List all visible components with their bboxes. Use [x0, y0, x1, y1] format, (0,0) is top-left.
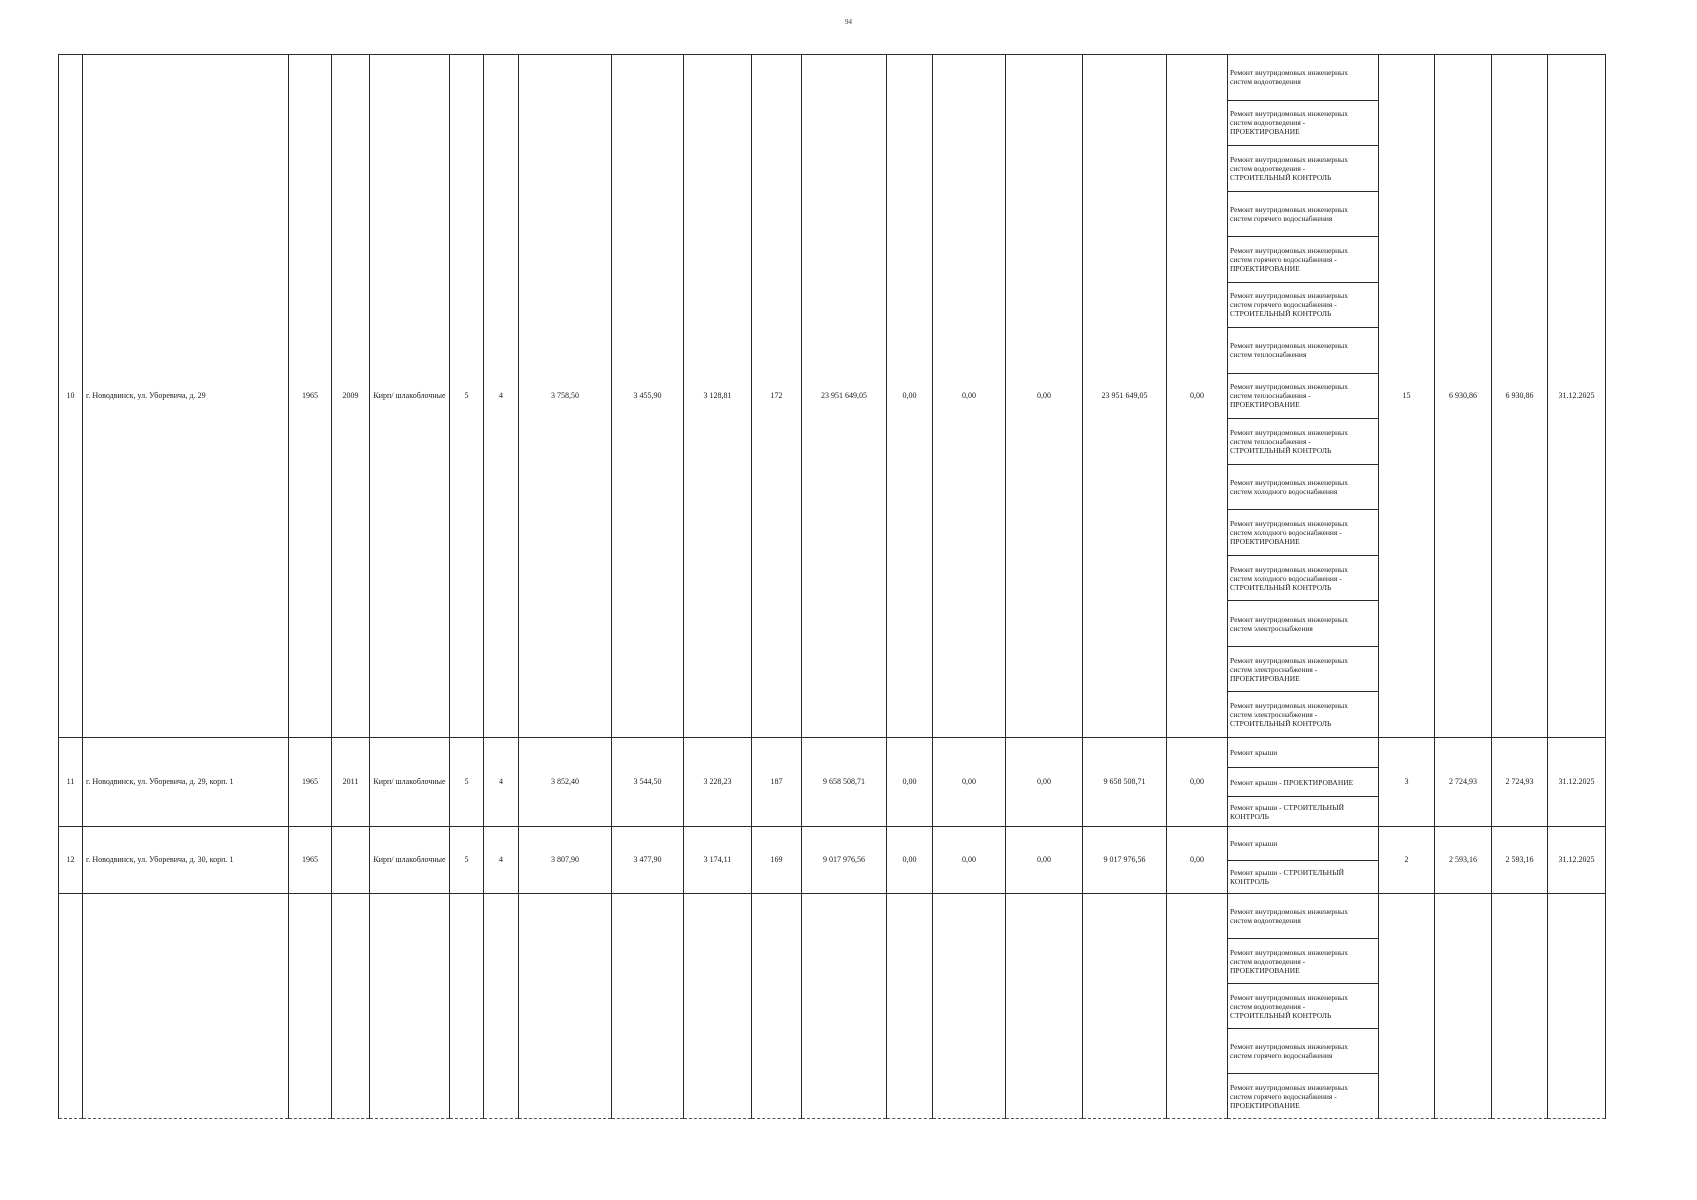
cell-residents — [752, 894, 802, 1119]
cell-works-count: 2 — [1379, 827, 1435, 894]
cell-floors: 5 — [450, 738, 484, 827]
cell-cost-owners: 23 951 649,05 — [1083, 55, 1167, 738]
cell-area-residential: 3 128,81 — [684, 55, 752, 738]
cell-area-total: 3 852,40 — [519, 738, 612, 827]
cell-num — [59, 894, 83, 1119]
work-item-line: систем водоотведения — [1230, 77, 1301, 87]
work-item-line: Ремонт крыши - СТРОИТЕЛЬНЫЙ — [1230, 802, 1345, 812]
page-number: 94 — [845, 18, 852, 26]
work-item-line: систем теплоснабжения - — [1230, 437, 1311, 447]
work-item-line: СТРОИТЕЛЬНЫЙ КОНТРОЛЬ — [1230, 582, 1332, 592]
cell-works — [1228, 827, 1379, 894]
work-item — [1228, 647, 1378, 693]
cell-cost-region: 0,00 — [933, 55, 1006, 738]
work-item — [1228, 601, 1378, 647]
cell-entrances: 4 — [484, 55, 519, 738]
cell-cost-other: 0,00 — [1167, 55, 1228, 738]
cell-unit-cost: 2 593,16 — [1435, 827, 1492, 894]
cell-address — [83, 894, 289, 1119]
cell-entrances: 4 — [484, 827, 519, 894]
work-item-line: систем электроснабжения - — [1230, 710, 1318, 720]
cell-max-cost: 2 724,93 — [1492, 738, 1548, 827]
work-item-line: систем теплоснабжения - — [1230, 391, 1311, 401]
work-item — [1228, 419, 1378, 465]
cell-max-cost: 2 593,16 — [1492, 827, 1548, 894]
work-item-line: Ремонт внутридомовых инженерных — [1230, 68, 1348, 78]
cell-area-total: 3 807,90 — [519, 827, 612, 894]
cell-unit-cost: 2 724,93 — [1435, 738, 1492, 827]
cell-year-built: 1965 — [289, 55, 332, 738]
cell-cost-fund: 0,00 — [887, 827, 933, 894]
work-item-line: систем горячего водоснабжения - — [1230, 254, 1337, 264]
cell-area-residential: 3 174,11 — [684, 827, 752, 894]
cell-cost-municipal: 0,00 — [1006, 827, 1083, 894]
cell-deadline — [1548, 894, 1606, 1119]
work-item-line: систем холодного водоснабжения - — [1230, 573, 1342, 583]
cell-year-repair: 2011 — [332, 738, 370, 827]
cell-cost-total: 9 658 508,71 — [802, 738, 887, 827]
cell-year-built: 1965 — [289, 738, 332, 827]
cell-cost-owners: 9 658 508,71 — [1083, 738, 1167, 827]
work-item-line: Ремонт внутридомовых инженерных — [1230, 109, 1348, 119]
cell-year-repair: 2009 — [332, 55, 370, 738]
work-item-line: Ремонт внутридомовых инженерных — [1230, 655, 1348, 665]
work-item-line: КОНТРОЛЬ — [1230, 811, 1269, 821]
work-item-line: систем холодного водоснабжения — [1230, 487, 1338, 497]
cell-year-built: 1965 — [289, 827, 332, 894]
cell-residents: 172 — [752, 55, 802, 738]
work-item-line: систем электроснабжения - — [1230, 664, 1318, 674]
work-item-line: систем водоотведения - — [1230, 163, 1306, 173]
work-item — [1228, 797, 1378, 826]
work-item-line: КОНТРОЛЬ — [1230, 876, 1269, 886]
cell-area-total — [519, 894, 612, 1119]
work-item-line: Ремонт внутридомовых инженерных — [1230, 478, 1348, 488]
work-item-line: систем горячего водоснабжения — [1230, 1051, 1333, 1060]
table-row — [59, 55, 1606, 738]
work-item-line: систем электроснабжения — [1230, 623, 1313, 633]
cell-cost-municipal: 0,00 — [1006, 738, 1083, 827]
cell-cost-other: 0,00 — [1167, 827, 1228, 894]
work-item — [1228, 738, 1378, 768]
work-item-line: ПРОЕКТИРОВАНИЕ — [1230, 673, 1300, 683]
work-item-line: систем водоотведения - — [1230, 118, 1306, 128]
cell-works-count: 3 — [1379, 738, 1435, 827]
cell-area-residential: 3 228,23 — [684, 738, 752, 827]
cell-cost-region: 0,00 — [933, 738, 1006, 827]
work-item-line: Ремонт внутридомовых инженерных — [1230, 382, 1348, 392]
cell-material: Кирп/ шлакоблочные — [370, 827, 450, 894]
cell-cost-fund — [887, 894, 933, 1119]
cell-area-living: 3 455,90 — [612, 55, 684, 738]
work-item-line: СТРОИТЕЛЬНЫЙ КОНТРОЛЬ — [1230, 446, 1332, 456]
cell-unit-cost — [1435, 894, 1492, 1119]
cell-entrances: 4 — [484, 738, 519, 827]
work-item-line: ПРОЕКТИРОВАНИЕ — [1230, 400, 1300, 410]
work-item — [1228, 55, 1378, 101]
cell-num: 12 — [59, 827, 83, 894]
cell-cost-municipal: 0,00 — [1006, 55, 1083, 738]
cell-cost-total — [802, 894, 887, 1119]
cell-works-count — [1379, 894, 1435, 1119]
work-item — [1228, 237, 1378, 283]
cell-cost-fund: 0,00 — [887, 55, 933, 738]
work-item-line: систем водоотведения — [1230, 916, 1301, 925]
cell-material — [370, 894, 450, 1119]
work-item-line: систем водоотведения - — [1230, 1001, 1306, 1011]
table-row — [59, 738, 1606, 827]
work-item-line: Ремонт внутридомовых инженерных — [1230, 907, 1348, 916]
work-item-line: Ремонт внутридомовых инженерных — [1230, 428, 1348, 438]
work-item-line: Ремонт внутридомовых инженерных — [1230, 1042, 1348, 1051]
cell-num: 11 — [59, 738, 83, 827]
work-item-line: Ремонт внутридомовых инженерных — [1230, 341, 1348, 351]
work-item — [1228, 556, 1378, 602]
work-item-line: Ремонт внутридомовых инженерных — [1230, 947, 1348, 957]
work-item-line: Ремонт внутридомовых инженерных — [1230, 992, 1348, 1002]
work-item-line: Ремонт внутридомовых инженерных — [1230, 1082, 1348, 1092]
work-item — [1228, 192, 1378, 238]
work-item-line: СТРОИТЕЛЬНЫЙ КОНТРОЛЬ — [1230, 172, 1332, 182]
cell-cost-owners: 9 017 976,56 — [1083, 827, 1167, 894]
cell-floors — [450, 894, 484, 1119]
work-item-line: Ремонт крыши - СТРОИТЕЛЬНЫЙ — [1230, 867, 1345, 877]
cell-cost-fund: 0,00 — [887, 738, 933, 827]
cell-floors: 5 — [450, 55, 484, 738]
cell-year-built — [289, 894, 332, 1119]
work-item — [1228, 328, 1378, 374]
cell-area-living: 3 477,90 — [612, 827, 684, 894]
work-item — [1228, 510, 1378, 556]
cell-material: Кирп/ шлакоблочные — [370, 55, 450, 738]
cell-cost-total: 9 017 976,56 — [802, 827, 887, 894]
cell-deadline: 31.12.2025 — [1548, 55, 1606, 738]
cell-year-repair — [332, 894, 370, 1119]
work-item-line: систем теплоснабжения — [1230, 350, 1307, 360]
cell-area-living: 3 544,50 — [612, 738, 684, 827]
work-item-line: Ремонт внутридомовых инженерных — [1230, 154, 1348, 164]
work-item — [1228, 692, 1378, 737]
cell-cost-total: 23 951 649,05 — [802, 55, 887, 738]
table-row — [59, 827, 1606, 894]
cell-deadline: 31.12.2025 — [1548, 827, 1606, 894]
work-item-line: Ремонт крыши — [1230, 747, 1278, 757]
cell-max-cost — [1492, 894, 1548, 1119]
work-item-line: систем водоотведения - — [1230, 956, 1306, 966]
cell-num: 10 — [59, 55, 83, 738]
work-item-line: СТРОИТЕЛЬНЫЙ КОНТРОЛЬ — [1230, 309, 1332, 319]
work-item-line: ПРОЕКТИРОВАНИЕ — [1230, 263, 1300, 273]
work-item-line: Ремонт внутридомовых инженерных — [1230, 245, 1348, 255]
work-item-line: Ремонт внутридомовых инженерных — [1230, 564, 1348, 574]
work-item-line: ПРОЕКТИРОВАНИЕ — [1230, 127, 1300, 137]
cell-works — [1228, 894, 1379, 1119]
cell-floors: 5 — [450, 827, 484, 894]
work-item-line: систем горячего водоснабжения - — [1230, 300, 1337, 310]
work-item-line: Ремонт внутридомовых инженерных — [1230, 519, 1348, 529]
cell-deadline: 31.12.2025 — [1548, 738, 1606, 827]
work-item-line: СТРОИТЕЛЬНЫЙ КОНТРОЛЬ — [1230, 719, 1332, 729]
cell-cost-other — [1167, 894, 1228, 1119]
capital-repair-table — [58, 54, 1606, 1119]
work-item — [1228, 374, 1378, 420]
cell-cost-owners — [1083, 894, 1167, 1119]
table-row — [59, 894, 1606, 1119]
cell-max-cost: 6 930,86 — [1492, 55, 1548, 738]
work-item — [1228, 1074, 1378, 1118]
work-item-line: Ремонт крыши — [1230, 838, 1278, 848]
cell-area-residential — [684, 894, 752, 1119]
cell-address: г. Новодвинск, ул. Уборевича, д. 30, корп. 1 — [83, 827, 289, 894]
work-item-line: систем горячего водоснабжения — [1230, 213, 1333, 223]
cell-residents: 169 — [752, 827, 802, 894]
work-item — [1228, 984, 1378, 1029]
cell-address: г. Новодвинск, ул. Уборевича, д. 29 — [83, 55, 289, 738]
work-item — [1228, 465, 1378, 511]
work-item-line: Ремонт крыши - ПРОЕКТИРОВАНИЕ — [1230, 777, 1354, 787]
work-item-line: Ремонт внутридомовых инженерных — [1230, 701, 1348, 711]
cell-works-count: 15 — [1379, 55, 1435, 738]
cell-residents: 187 — [752, 738, 802, 827]
cell-area-total: 3 758,50 — [519, 55, 612, 738]
work-item-line: СТРОИТЕЛЬНЫЙ КОНТРОЛЬ — [1230, 1010, 1332, 1020]
cell-cost-municipal — [1006, 894, 1083, 1119]
work-item — [1228, 827, 1378, 861]
cell-cost-region — [933, 894, 1006, 1119]
work-item-line: Ремонт внутридомовых инженерных — [1230, 291, 1348, 301]
work-item-line: Ремонт внутридомовых инженерных — [1230, 204, 1348, 214]
cell-year-repair — [332, 827, 370, 894]
cell-unit-cost: 6 930,86 — [1435, 55, 1492, 738]
cell-area-living — [612, 894, 684, 1119]
work-item — [1228, 101, 1378, 147]
work-item — [1228, 861, 1378, 894]
work-item — [1228, 939, 1378, 984]
cell-cost-other: 0,00 — [1167, 738, 1228, 827]
cell-works — [1228, 55, 1379, 738]
cell-material: Кирп/ шлакоблочные — [370, 738, 450, 827]
work-item-line: Ремонт внутридомовых инженерных — [1230, 614, 1348, 624]
work-item — [1228, 283, 1378, 329]
work-item-line: систем холодного водоснабжения - — [1230, 528, 1342, 538]
work-item — [1228, 768, 1378, 798]
work-item — [1228, 1029, 1378, 1074]
work-item-line: ПРОЕКТИРОВАНИЕ — [1230, 1100, 1300, 1110]
work-item — [1228, 146, 1378, 192]
work-item-line: систем горячего водоснабжения - — [1230, 1091, 1337, 1101]
work-item-line: ПРОЕКТИРОВАНИЕ — [1230, 965, 1300, 975]
work-item — [1228, 894, 1378, 939]
cell-address: г. Новодвинск, ул. Уборевича, д. 29, корп. 1 — [83, 738, 289, 827]
cell-entrances — [484, 894, 519, 1119]
cell-works — [1228, 738, 1379, 827]
cell-cost-region: 0,00 — [933, 827, 1006, 894]
work-item-line: ПРОЕКТИРОВАНИЕ — [1230, 537, 1300, 547]
